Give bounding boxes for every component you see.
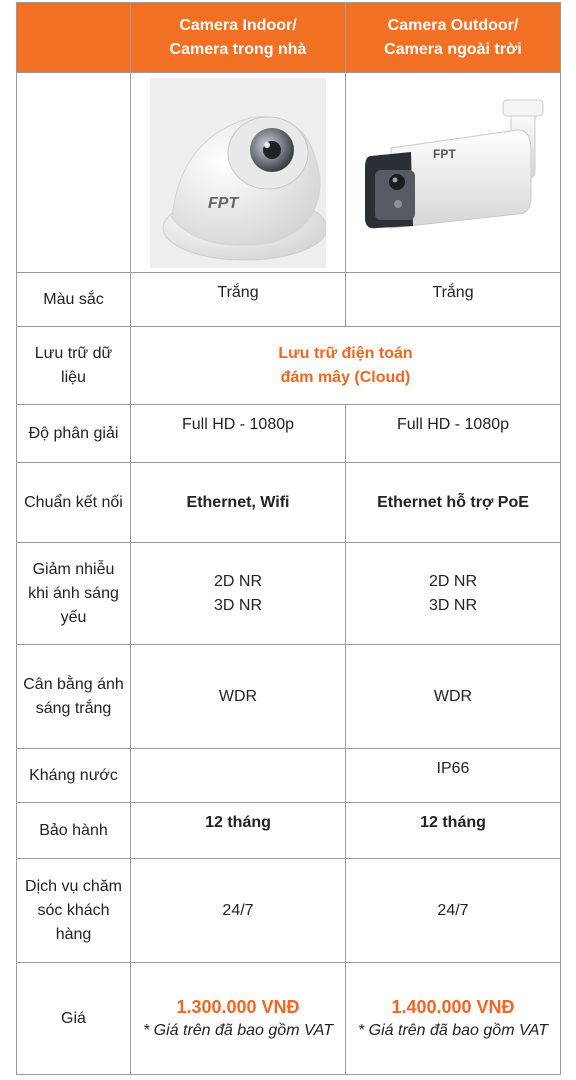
image-empty-cell — [17, 73, 131, 273]
header-indoor: Camera Indoor/ Camera trong nhà — [131, 3, 346, 73]
svg-text:FPT: FPT — [208, 194, 239, 212]
image-row — [17, 73, 561, 273]
row-color — [17, 273, 561, 327]
row-label: Lưu trữ dữ liệu — [17, 327, 131, 405]
svg-text:FPT: FPT — [433, 146, 456, 161]
cell-value: 24/7 — [346, 859, 561, 963]
row-resolution — [17, 405, 561, 463]
indoor-image-cell — [131, 73, 346, 273]
cell-value: 12 tháng — [346, 803, 561, 859]
cell-value: Ethernet hỗ trợ PoE — [346, 463, 561, 543]
row-label: Kháng nước — [17, 749, 131, 803]
row-connectivity — [17, 463, 561, 543]
cell-value: Ethernet, Wifi — [131, 463, 346, 543]
row-label: Cân bằng ánh sáng trắng — [17, 645, 131, 749]
bullet-camera-icon — [353, 78, 553, 268]
row-white-balance — [17, 645, 561, 749]
cell-value: 2D NR 3D NR — [346, 543, 561, 645]
cell-value — [131, 749, 346, 803]
cell-value: 12 tháng — [131, 803, 346, 859]
cell-value: WDR — [346, 645, 561, 749]
comparison-table — [16, 2, 561, 1075]
outdoor-image-cell — [346, 73, 561, 273]
header-empty-cell — [17, 3, 131, 73]
vat-note: * Giá trên đã bao gồm VAT — [357, 1021, 549, 1039]
vat-note: * Giá trên đã bao gồm VAT — [142, 1021, 334, 1039]
header-outdoor: Camera Outdoor/ Camera ngoài trời — [346, 3, 561, 73]
row-warranty — [17, 803, 561, 859]
header-row — [17, 3, 561, 73]
row-label: Chuẩn kết nối — [17, 463, 131, 543]
row-label: Giá — [17, 963, 131, 1075]
row-label: Giảm nhiễu khi ánh sáng yếu — [17, 543, 131, 645]
cell-price — [346, 963, 561, 1075]
cell-price — [131, 963, 346, 1075]
row-waterproof — [17, 749, 561, 803]
cell-value: Full HD - 1080p — [346, 405, 561, 463]
row-label: Màu sắc — [17, 273, 131, 327]
row-label: Dịch vụ chăm sóc khách hàng — [17, 859, 131, 963]
cell-value: 2D NR 3D NR — [131, 543, 346, 645]
row-noise-reduction — [17, 543, 561, 645]
cell-value: Full HD - 1080p — [131, 405, 346, 463]
dome-camera-icon — [150, 78, 326, 268]
row-label: Độ phân giải — [17, 405, 131, 463]
price-outdoor: 1.400.000 VNĐ — [391, 996, 515, 1017]
cell-value: IP66 — [346, 749, 561, 803]
row-customer-service — [17, 859, 561, 963]
cell-value: Trắng — [131, 273, 346, 327]
cell-value: Trắng — [346, 273, 561, 327]
row-label: Bảo hành — [17, 803, 131, 859]
price-indoor: 1.300.000 VNĐ — [176, 996, 300, 1017]
row-price — [17, 963, 561, 1075]
row-storage — [17, 327, 561, 405]
cell-value: WDR — [131, 645, 346, 749]
cell-merged-value: Lưu trữ điện toán đám mây (Cloud) — [131, 327, 561, 405]
cell-value: 24/7 — [131, 859, 346, 963]
